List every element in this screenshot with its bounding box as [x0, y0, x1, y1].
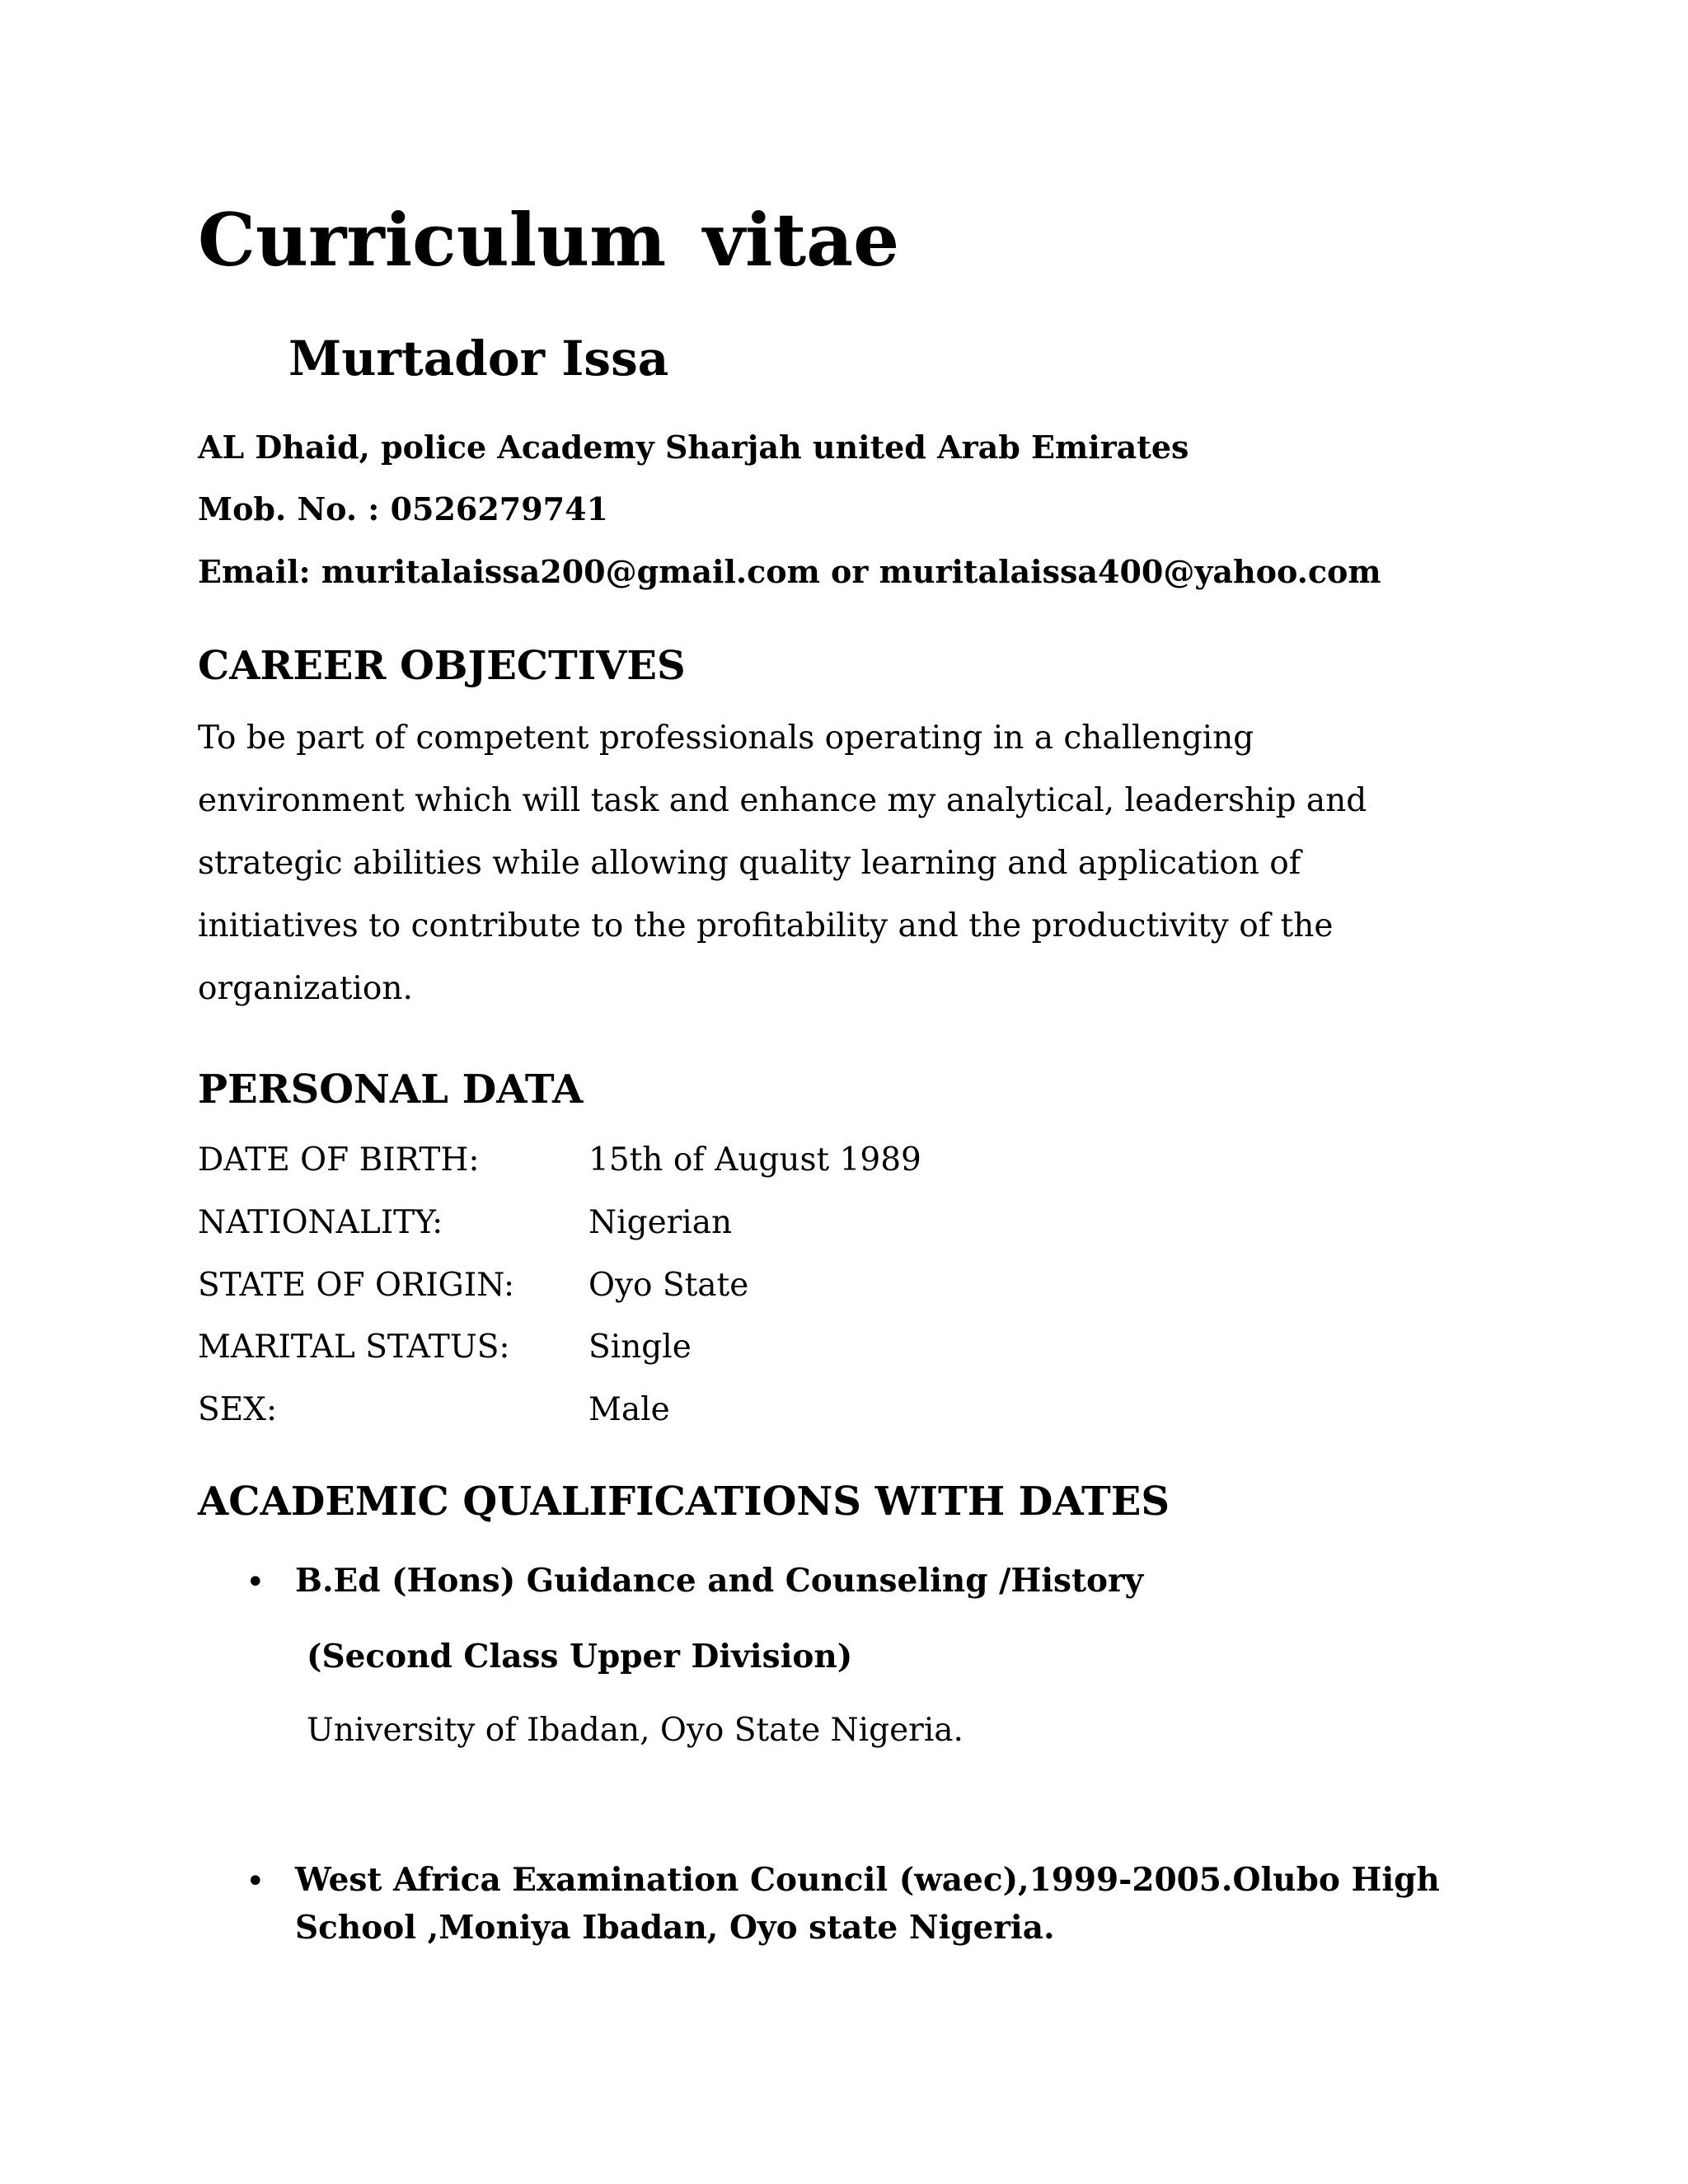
qualification-degree: B.Ed (Hons) Guidance and Counseling /History [295, 1562, 1144, 1600]
personal-row-marital-status [198, 1327, 692, 1368]
contact-email: Email: muritalaissa200@gmail.com or muritalaissa400@yahoo.com [198, 553, 1381, 590]
personal-label: MARITAL STATUS: [198, 1329, 510, 1366]
qualification-school: School ,Moniya Ibadan, Oyo state Nigeria. [295, 1909, 1055, 1947]
candidate-name: Murtador Issa [288, 330, 669, 387]
personal-row-dob [198, 1140, 921, 1181]
personal-value: Single [588, 1329, 692, 1366]
personal-label: NATIONALITY: [198, 1204, 443, 1241]
career-line: environment which will task and enhance my analytical, leadership and [198, 782, 1367, 819]
qualification-institution: University of Ibadan, Oyo State Nigeria. [307, 1712, 964, 1749]
contact-address: AL Dhaid, police Academy Sharjah united Arab Emirates [198, 429, 1189, 466]
career-line: strategic abilities while allowing quality learning and application of [198, 845, 1301, 882]
personal-row-nationality [198, 1202, 732, 1244]
personal-label: STATE OF ORIGIN: [198, 1267, 515, 1304]
career-line: To be part of competent professionals operating in a challenging [198, 719, 1254, 757]
career-line: organization. [198, 970, 413, 1007]
personal-value: Oyo State [588, 1267, 749, 1304]
personal-row-sex [198, 1390, 670, 1431]
qualification-class: (Second Class Upper Division) [307, 1638, 853, 1675]
bullet-marker: • [246, 1563, 265, 1601]
personal-value: Nigerian [588, 1204, 733, 1241]
personal-value: Male [588, 1391, 670, 1428]
personal-data-heading: PERSONAL DATA [198, 1066, 584, 1113]
personal-value: 15th of August 1989 [588, 1141, 921, 1179]
bullet-marker: • [246, 1863, 265, 1900]
personal-row-state-of-origin [198, 1265, 748, 1306]
academic-qualifications-heading: ACADEMIC QUALIFICATIONS WITH DATES [198, 1479, 1170, 1525]
personal-label: SEX: [198, 1391, 278, 1428]
career-line: initiatives to contribute to the profitability and the productivity of the [198, 907, 1334, 944]
career-objectives-text [198, 707, 1484, 1020]
document-title: Curriculum vitae [198, 197, 900, 283]
contact-mobile: Mob. No. : 0526279741 [198, 490, 608, 527]
career-objectives-heading: CAREER OBJECTIVES [198, 643, 686, 689]
qualification-waec: West Africa Examination Council (waec),1999-2005.Olubo High [295, 1861, 1440, 1899]
personal-label: DATE OF BIRTH: [198, 1141, 480, 1179]
